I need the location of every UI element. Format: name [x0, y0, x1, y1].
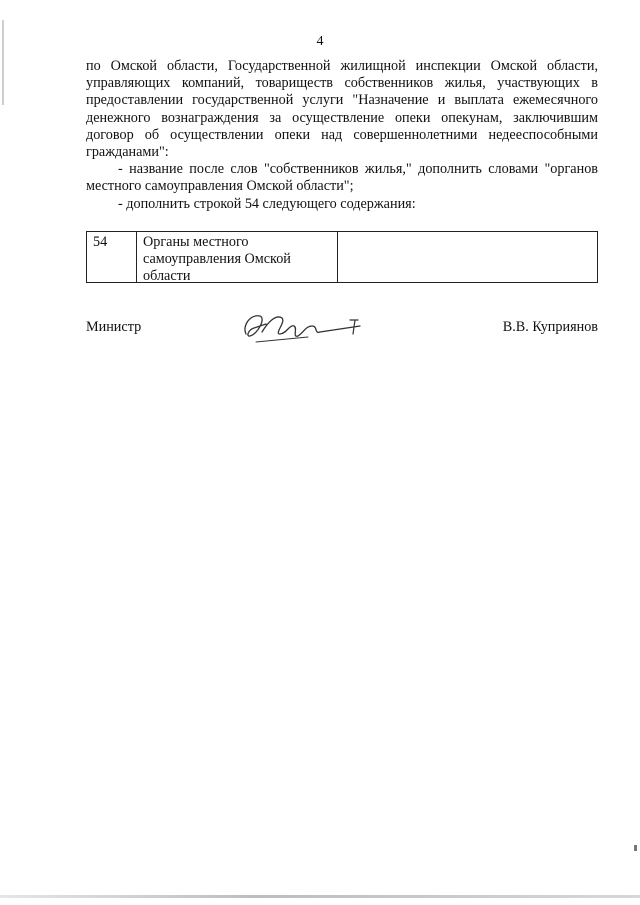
handwritten-signature — [236, 304, 366, 349]
signer-name: В.В. Куприянов — [502, 319, 598, 335]
paragraph-continuation: по Омской области, Государственной жилищной инспекции Омской области, управляющих компаний, товариществ собственников жилья, участвующих в предоставлении государственной услуги "Назначение и выплата ежемесячного денежного вознаграждения за осуществление опеки опекунам, заключившим договор об осуществлении опеки над совершеннолетними недееспособными гражданами": — [86, 58, 598, 161]
signer-title: Министр — [86, 319, 142, 335]
page-number: 4 — [316, 34, 324, 49]
table-cell-name: Органы местного самоуправления Омской области — [137, 232, 338, 282]
paragraph-add-row: - дополнить строкой 54 следующего содержания: — [118, 195, 416, 212]
signature-block — [86, 318, 598, 358]
paragraph-title-amendment: - название после слов "собственников жилья," дополнить словами "органов местного самоуправления Омской области"; — [86, 161, 598, 195]
amendment-table — [86, 231, 598, 283]
table-cell-number: 54 — [87, 232, 137, 282]
scan-edge-mark — [2, 20, 4, 105]
scan-artifact — [634, 845, 637, 851]
body-text — [86, 58, 598, 213]
table-cell-empty — [338, 232, 597, 282]
scan-bottom-edge — [0, 895, 640, 898]
